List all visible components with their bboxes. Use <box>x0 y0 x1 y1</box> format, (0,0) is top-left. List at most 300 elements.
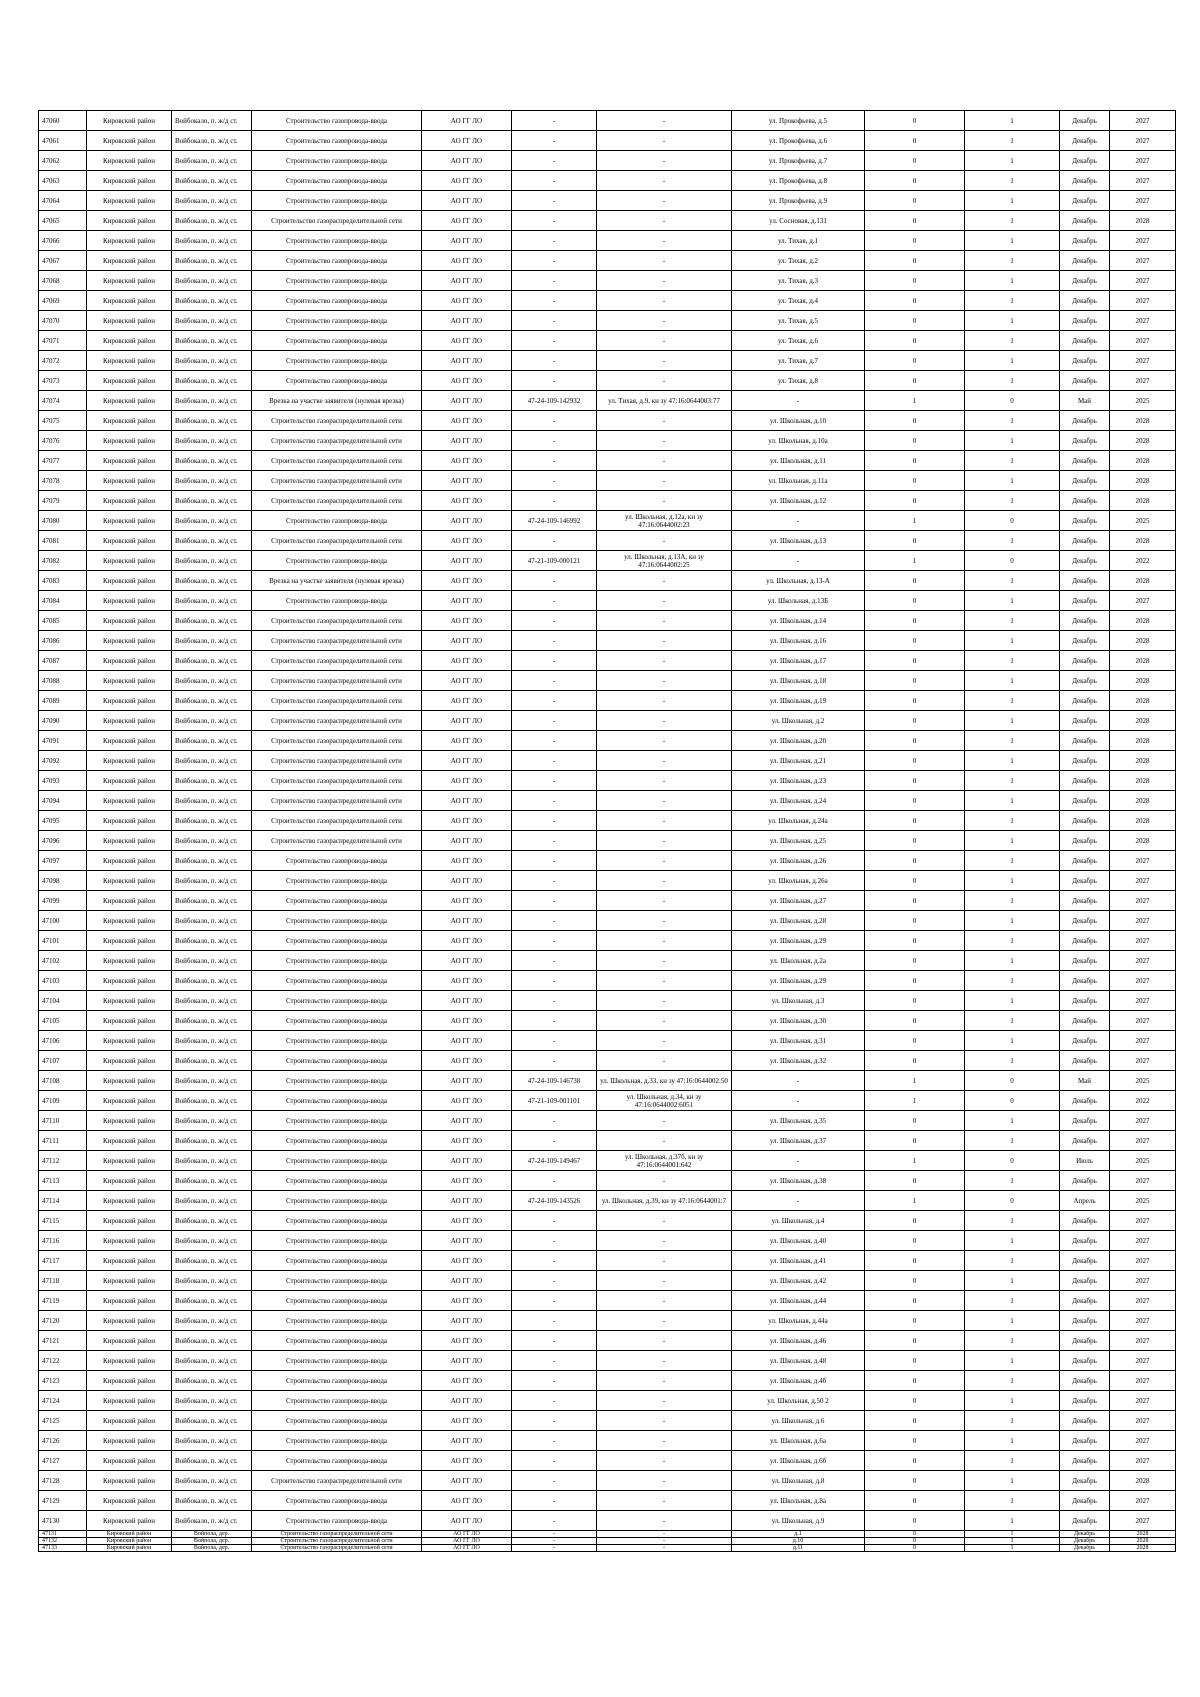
table-row <box>39 431 1176 451</box>
table-row <box>39 111 1176 131</box>
application-number-cell: - <box>512 451 597 471</box>
flag-a-cell: 0 <box>865 171 965 191</box>
year-cell: 2025 <box>1110 1191 1176 1211</box>
flag-a-cell: 0 <box>865 1491 965 1511</box>
flag-b-cell: 1 <box>965 231 1060 251</box>
application-number-cell: - <box>512 411 597 431</box>
cadastral-cell: - <box>597 371 732 391</box>
district-cell: Кировский район <box>87 371 172 391</box>
flag-b-cell: 1 <box>965 831 1060 851</box>
flag-a-cell: 1 <box>865 511 965 531</box>
settlement-cell: Войбокало, п. ж/д ст. <box>172 231 252 251</box>
organization-cell: АО ГГ ЛО <box>422 611 512 631</box>
cadastral-cell: - <box>597 651 732 671</box>
year-cell: 2027 <box>1110 1231 1176 1251</box>
address-cell: ул. Школьная, д.11а <box>732 471 865 491</box>
application-number-cell: - <box>512 1451 597 1471</box>
object-id-cell: 47082 <box>39 551 87 571</box>
work-type-cell: Строительство газораспределительной сети <box>252 751 422 771</box>
work-type-cell: Строительство газораспределительной сети <box>252 611 422 631</box>
flag-b-cell: 0 <box>965 391 1060 411</box>
object-id-cell: 47066 <box>39 231 87 251</box>
flag-b-cell: 1 <box>965 531 1060 551</box>
organization-cell: АО ГГ ЛО <box>422 1471 512 1491</box>
month-cell: Декабрь <box>1060 371 1110 391</box>
organization-cell: АО ГГ ЛО <box>422 891 512 911</box>
address-cell: ул. Школьная, д.26а <box>732 871 865 891</box>
application-number-cell: - <box>512 951 597 971</box>
district-cell: Кировский район <box>87 1011 172 1031</box>
year-cell: 2028 <box>1110 771 1176 791</box>
cadastral-cell: - <box>597 1491 732 1511</box>
work-type-cell: Строительство газораспределительной сети <box>252 731 422 751</box>
month-cell: Декабрь <box>1060 591 1110 611</box>
organization-cell: АО ГГ ЛО <box>422 1391 512 1411</box>
cadastral-cell: - <box>597 1471 732 1491</box>
district-cell: Кировский район <box>87 1131 172 1151</box>
address-cell: ул. Школьная, д.23 <box>732 771 865 791</box>
flag-b-cell: 1 <box>965 971 1060 991</box>
flag-b-cell: 1 <box>965 811 1060 831</box>
object-id-cell: 47108 <box>39 1071 87 1091</box>
month-cell: Декабрь <box>1060 871 1110 891</box>
year-cell: 2028 <box>1110 631 1176 651</box>
object-id-cell: 47093 <box>39 771 87 791</box>
cadastral-cell: - <box>597 1171 732 1191</box>
flag-b-cell: 1 <box>965 1411 1060 1431</box>
application-number-cell: - <box>512 251 597 271</box>
flag-b-cell: 1 <box>965 1331 1060 1351</box>
district-cell: Кировский район <box>87 431 172 451</box>
work-type-cell: Строительство газопровода-ввода <box>252 851 422 871</box>
flag-b-cell: 1 <box>965 1491 1060 1511</box>
table-row <box>39 131 1176 151</box>
cadastral-cell: - <box>597 291 732 311</box>
flag-a-cell: 0 <box>865 571 965 591</box>
work-type-cell: Строительство газораспределительной сети <box>252 1545 422 1552</box>
work-type-cell: Строительство газопровода-ввода <box>252 171 422 191</box>
application-number-cell: 47-24-109-149467 <box>512 1151 597 1171</box>
month-cell: Декабрь <box>1060 811 1110 831</box>
settlement-cell: Войбокало, п. ж/д ст. <box>172 1271 252 1291</box>
object-id-cell: 47084 <box>39 591 87 611</box>
year-cell: 2028 <box>1110 691 1176 711</box>
table-row <box>39 1091 1176 1111</box>
object-id-cell: 47129 <box>39 1491 87 1511</box>
month-cell: Декабрь <box>1060 1251 1110 1271</box>
work-type-cell: Строительство газораспределительной сети <box>252 691 422 711</box>
month-cell: Декабрь <box>1060 231 1110 251</box>
flag-a-cell: 0 <box>865 1451 965 1471</box>
flag-a-cell: 0 <box>865 1311 965 1331</box>
district-cell: Кировский район <box>87 131 172 151</box>
flag-a-cell: 0 <box>865 711 965 731</box>
district-cell: Кировский район <box>87 531 172 551</box>
work-type-cell: Строительство газопровода-ввода <box>252 1111 422 1131</box>
object-id-cell: 47075 <box>39 411 87 431</box>
table-row <box>39 1231 1176 1251</box>
table-row <box>39 671 1176 691</box>
year-cell: 2025 <box>1110 1151 1176 1171</box>
flag-b-cell: 1 <box>965 1371 1060 1391</box>
work-type-cell: Строительство газораспределительной сети <box>252 771 422 791</box>
work-type-cell: Строительство газопровода-ввода <box>252 1051 422 1071</box>
cadastral-cell: - <box>597 1451 732 1471</box>
flag-b-cell: 1 <box>965 591 1060 611</box>
cadastral-cell: - <box>597 911 732 931</box>
application-number-cell: - <box>512 491 597 511</box>
district-cell: Кировский район <box>87 1071 172 1091</box>
organization-cell: АО ГГ ЛО <box>422 1371 512 1391</box>
cadastral-cell: - <box>597 1371 732 1391</box>
month-cell: Декабрь <box>1060 331 1110 351</box>
flag-a-cell: 0 <box>865 591 965 611</box>
cadastral-cell: - <box>597 171 732 191</box>
month-cell: Декабрь <box>1060 831 1110 851</box>
flag-b-cell: 1 <box>965 731 1060 751</box>
object-id-cell: 47083 <box>39 571 87 591</box>
month-cell: Декабрь <box>1060 1531 1110 1538</box>
flag-a-cell: 0 <box>865 1331 965 1351</box>
work-type-cell: Строительство газопровода-ввода <box>252 1311 422 1331</box>
cadastral-cell: - <box>597 351 732 371</box>
year-cell: 2028 <box>1110 571 1176 591</box>
year-cell: 2027 <box>1110 1411 1176 1431</box>
month-cell: Май <box>1060 391 1110 411</box>
object-id-cell: 47063 <box>39 171 87 191</box>
settlement-cell: Войбокало, п. ж/д ст. <box>172 971 252 991</box>
organization-cell: АО ГГ ЛО <box>422 791 512 811</box>
cadastral-cell: - <box>597 211 732 231</box>
organization-cell: АО ГГ ЛО <box>422 1291 512 1311</box>
object-id-cell: 47060 <box>39 111 87 131</box>
address-cell: ул. Школьная, д.29 <box>732 971 865 991</box>
table-row <box>39 351 1176 371</box>
district-cell: Кировский район <box>87 1311 172 1331</box>
table-row <box>39 1071 1176 1091</box>
month-cell: Декабрь <box>1060 1231 1110 1251</box>
organization-cell: АО ГГ ЛО <box>422 311 512 331</box>
cadastral-cell: - <box>597 471 732 491</box>
application-number-cell: - <box>512 1538 597 1545</box>
address-cell: ул. Прокофьева, д.6 <box>732 131 865 151</box>
year-cell: 2027 <box>1110 1011 1176 1031</box>
application-number-cell: - <box>512 691 597 711</box>
work-type-cell: Строительство газораспределительной сети <box>252 491 422 511</box>
table-row <box>39 471 1176 491</box>
cadastral-cell: - <box>597 1531 732 1538</box>
flag-a-cell: 0 <box>865 531 965 551</box>
year-cell: 2027 <box>1110 1051 1176 1071</box>
flag-a-cell: 0 <box>865 331 965 351</box>
organization-cell: АО ГГ ЛО <box>422 371 512 391</box>
table-row <box>39 171 1176 191</box>
work-type-cell: Строительство газопровода-ввода <box>252 1011 422 1031</box>
address-cell: ул. Школьная, д.24 <box>732 791 865 811</box>
flag-b-cell: 0 <box>965 551 1060 571</box>
cadastral-cell: ул. Школьная, д.34, кн зу 47:16:0644002:6051 <box>597 1091 732 1111</box>
work-type-cell: Строительство газопровода-ввода <box>252 1431 422 1451</box>
district-cell: Кировский район <box>87 1051 172 1071</box>
work-type-cell: Строительство газопровода-ввода <box>252 151 422 171</box>
year-cell: 2028 <box>1110 471 1176 491</box>
settlement-cell: Войбокало, п. ж/д ст. <box>172 991 252 1011</box>
address-cell: ул. Прокофьева, д.7 <box>732 151 865 171</box>
object-id-cell: 47091 <box>39 731 87 751</box>
application-number-cell: - <box>512 291 597 311</box>
year-cell: 2028 <box>1110 831 1176 851</box>
object-id-cell: 47086 <box>39 631 87 651</box>
table-row <box>39 1051 1176 1071</box>
application-number-cell: - <box>512 611 597 631</box>
district-cell: Кировский район <box>87 1351 172 1371</box>
year-cell: 2027 <box>1110 1311 1176 1331</box>
object-id-cell: 47112 <box>39 1151 87 1171</box>
work-type-cell: Строительство газораспределительной сети <box>252 711 422 731</box>
table-row <box>39 791 1176 811</box>
flag-b-cell: 1 <box>965 571 1060 591</box>
object-id-cell: 47078 <box>39 471 87 491</box>
flag-b-cell: 1 <box>965 1231 1060 1251</box>
district-cell: Кировский район <box>87 171 172 191</box>
district-cell: Кировский район <box>87 651 172 671</box>
district-cell: Кировский район <box>87 571 172 591</box>
object-id-cell: 47098 <box>39 871 87 891</box>
address-cell: ул. Школьная, д.4б <box>732 1371 865 1391</box>
settlement-cell: Войбокало, п. ж/д ст. <box>172 1371 252 1391</box>
table-row <box>39 1331 1176 1351</box>
flag-b-cell: 1 <box>965 711 1060 731</box>
flag-b-cell: 1 <box>965 751 1060 771</box>
month-cell: Декабрь <box>1060 911 1110 931</box>
settlement-cell: Войбокало, п. ж/д ст. <box>172 771 252 791</box>
organization-cell: АО ГГ ЛО <box>422 491 512 511</box>
address-cell: ул. Школьная, д.8а <box>732 1491 865 1511</box>
work-type-cell: Строительство газопровода-ввода <box>252 1071 422 1091</box>
settlement-cell: Войбокало, п. ж/д ст. <box>172 851 252 871</box>
cadastral-cell: - <box>597 231 732 251</box>
table-row <box>39 1171 1176 1191</box>
organization-cell: АО ГГ ЛО <box>422 451 512 471</box>
address-cell: ул. Школьная, д.10 <box>732 411 865 431</box>
application-number-cell: - <box>512 1211 597 1231</box>
application-number-cell: - <box>512 1391 597 1411</box>
work-type-cell: Строительство газопровода-ввода <box>252 591 422 611</box>
organization-cell: АО ГГ ЛО <box>422 911 512 931</box>
settlement-cell: Войбокало, п. ж/д ст. <box>172 511 252 531</box>
district-cell: Кировский район <box>87 1411 172 1431</box>
year-cell: 2027 <box>1110 171 1176 191</box>
year-cell: 2027 <box>1110 1291 1176 1311</box>
cadastral-cell: - <box>597 811 732 831</box>
cadastral-cell: - <box>597 611 732 631</box>
table-row <box>39 1538 1176 1545</box>
organization-cell: АО ГГ ЛО <box>422 511 512 531</box>
address-cell: ул. Школьная, д.37 <box>732 1131 865 1151</box>
object-id-cell: 47104 <box>39 991 87 1011</box>
application-number-cell: - <box>512 591 597 611</box>
settlement-cell: Войпола, дер. <box>172 1531 252 1538</box>
work-type-cell: Строительство газопровода-ввода <box>252 1511 422 1531</box>
flag-a-cell: 0 <box>865 1231 965 1251</box>
flag-a-cell: 0 <box>865 311 965 331</box>
organization-cell: АО ГГ ЛО <box>422 1271 512 1291</box>
address-cell: ул. Школьная, д.6а <box>732 1431 865 1451</box>
month-cell: Декабрь <box>1060 711 1110 731</box>
work-type-cell: Строительство газораспределительной сети <box>252 411 422 431</box>
address-cell: ул. Школьная, д.20 <box>732 731 865 751</box>
table-row <box>39 511 1176 531</box>
organization-cell: АО ГГ ЛО <box>422 1051 512 1071</box>
flag-b-cell: 1 <box>965 1051 1060 1071</box>
district-cell: Кировский район <box>87 331 172 351</box>
settlement-cell: Войбокало, п. ж/д ст. <box>172 1391 252 1411</box>
table-row <box>39 1031 1176 1051</box>
flag-b-cell: 1 <box>965 311 1060 331</box>
work-type-cell: Строительство газопровода-ввода <box>252 291 422 311</box>
district-cell: Кировский район <box>87 291 172 311</box>
flag-a-cell: 0 <box>865 991 965 1011</box>
settlement-cell: Войбокало, п. ж/д ст. <box>172 911 252 931</box>
address-cell: ул. Школьная, д.35 <box>732 1111 865 1131</box>
year-cell: 2027 <box>1110 151 1176 171</box>
work-type-cell: Строительство газопровода-ввода <box>252 911 422 931</box>
work-type-cell: Строительство газораспределительной сети <box>252 1471 422 1491</box>
cadastral-cell: - <box>597 451 732 471</box>
organization-cell: АО ГГ ЛО <box>422 1491 512 1511</box>
address-cell: ул. Школьная, д.17 <box>732 651 865 671</box>
address-cell: ул. Школьная, д.12 <box>732 491 865 511</box>
cadastral-cell: - <box>597 1251 732 1271</box>
object-id-cell: 47087 <box>39 651 87 671</box>
month-cell: Декабрь <box>1060 1411 1110 1431</box>
table-row <box>39 391 1176 411</box>
cadastral-cell: - <box>597 1231 732 1251</box>
year-cell: 2027 <box>1110 851 1176 871</box>
year-cell: 2027 <box>1110 331 1176 351</box>
address-cell: д.10 <box>732 1538 865 1545</box>
work-type-cell: Строительство газопровода-ввода <box>252 311 422 331</box>
application-number-cell: - <box>512 891 597 911</box>
application-number-cell: - <box>512 771 597 791</box>
cadastral-cell: - <box>597 1351 732 1371</box>
flag-b-cell: 1 <box>965 1031 1060 1051</box>
application-number-cell: - <box>512 991 597 1011</box>
district-cell: Кировский район <box>87 791 172 811</box>
object-id-cell: 47064 <box>39 191 87 211</box>
flag-b-cell: 1 <box>965 891 1060 911</box>
application-number-cell: - <box>512 1051 597 1071</box>
work-type-cell: Строительство газопровода-ввода <box>252 991 422 1011</box>
flag-a-cell: 0 <box>865 891 965 911</box>
work-type-cell: Строительство газораспределительной сети <box>252 671 422 691</box>
month-cell: Декабрь <box>1060 531 1110 551</box>
organization-cell: АО ГГ ЛО <box>422 271 512 291</box>
year-cell: 2028 <box>1110 1531 1176 1538</box>
application-number-cell: - <box>512 791 597 811</box>
flag-b-cell: 1 <box>965 111 1060 131</box>
district-cell: Кировский район <box>87 551 172 571</box>
district-cell: Кировский район <box>87 591 172 611</box>
settlement-cell: Войбокало, п. ж/д ст. <box>172 1051 252 1071</box>
flag-a-cell: 0 <box>865 1538 965 1545</box>
application-number-cell: - <box>512 1311 597 1331</box>
organization-cell: АО ГГ ЛО <box>422 211 512 231</box>
flag-a-cell: 0 <box>865 951 965 971</box>
district-cell: Кировский район <box>87 771 172 791</box>
organization-cell: АО ГГ ЛО <box>422 991 512 1011</box>
organization-cell: АО ГГ ЛО <box>422 571 512 591</box>
year-cell: 2028 <box>1110 491 1176 511</box>
flag-a-cell: 1 <box>865 1071 965 1091</box>
flag-b-cell: 1 <box>965 291 1060 311</box>
flag-b-cell: 1 <box>965 1211 1060 1231</box>
flag-a-cell: 0 <box>865 1271 965 1291</box>
settlement-cell: Войбокало, п. ж/д ст. <box>172 1451 252 1471</box>
month-cell: Май <box>1060 1071 1110 1091</box>
cadastral-cell: - <box>597 311 732 331</box>
address-cell: ул. Школьная, д.32 <box>732 1051 865 1071</box>
organization-cell: АО ГГ ЛО <box>422 1191 512 1211</box>
work-type-cell: Строительство газораспределительной сети <box>252 471 422 491</box>
work-type-cell: Строительство газопровода-ввода <box>252 1151 422 1171</box>
year-cell: 2027 <box>1110 591 1176 611</box>
organization-cell: АО ГГ ЛО <box>422 1031 512 1051</box>
cadastral-cell: ул. Школьная, д.37б, кн зу 47:16:0644001:642 <box>597 1151 732 1171</box>
district-cell: Кировский район <box>87 1491 172 1511</box>
settlement-cell: Войбокало, п. ж/д ст. <box>172 831 252 851</box>
table-row <box>39 831 1176 851</box>
month-cell: Декабрь <box>1060 351 1110 371</box>
settlement-cell: Войбокало, п. ж/д ст. <box>172 1331 252 1351</box>
application-number-cell: - <box>512 471 597 491</box>
work-type-cell: Строительство газопровода-ввода <box>252 1131 422 1151</box>
cadastral-cell: - <box>597 491 732 511</box>
application-number-cell: - <box>512 931 597 951</box>
district-cell: Кировский район <box>87 491 172 511</box>
cadastral-cell: - <box>597 191 732 211</box>
object-id-cell: 47130 <box>39 1511 87 1531</box>
address-cell: ул. Школьная, д.13Б <box>732 591 865 611</box>
application-number-cell: 47-21-109-001101 <box>512 1091 597 1111</box>
work-type-cell: Строительство газопровода-ввода <box>252 891 422 911</box>
settlement-cell: Войпола, дер. <box>172 1538 252 1545</box>
year-cell: 2028 <box>1110 731 1176 751</box>
settlement-cell: Войпола, дер. <box>172 1545 252 1552</box>
flag-b-cell: 1 <box>965 771 1060 791</box>
month-cell: Декабрь <box>1060 731 1110 751</box>
table-row <box>39 1431 1176 1451</box>
work-type-cell: Строительство газопровода-ввода <box>252 111 422 131</box>
month-cell: Декабрь <box>1060 1391 1110 1411</box>
cadastral-cell: - <box>597 151 732 171</box>
work-type-cell: Строительство газопровода-ввода <box>252 1231 422 1251</box>
application-number-cell: - <box>512 1545 597 1552</box>
object-id-cell: 47073 <box>39 371 87 391</box>
month-cell: Декабрь <box>1060 271 1110 291</box>
settlement-cell: Войбокало, п. ж/д ст. <box>172 211 252 231</box>
organization-cell: АО ГГ ЛО <box>422 331 512 351</box>
flag-b-cell: 0 <box>965 1151 1060 1171</box>
object-id-cell: 47092 <box>39 751 87 771</box>
work-type-cell: Строительство газопровода-ввода <box>252 511 422 531</box>
month-cell: Декабрь <box>1060 971 1110 991</box>
settlement-cell: Войбокало, п. ж/д ст. <box>172 711 252 731</box>
settlement-cell: Войбокало, п. ж/д ст. <box>172 1151 252 1171</box>
organization-cell: АО ГГ ЛО <box>422 551 512 571</box>
flag-b-cell: 1 <box>965 411 1060 431</box>
cadastral-cell: ул. Школьная, д.12а, кн зу 47:16:0644002:23 <box>597 511 732 531</box>
